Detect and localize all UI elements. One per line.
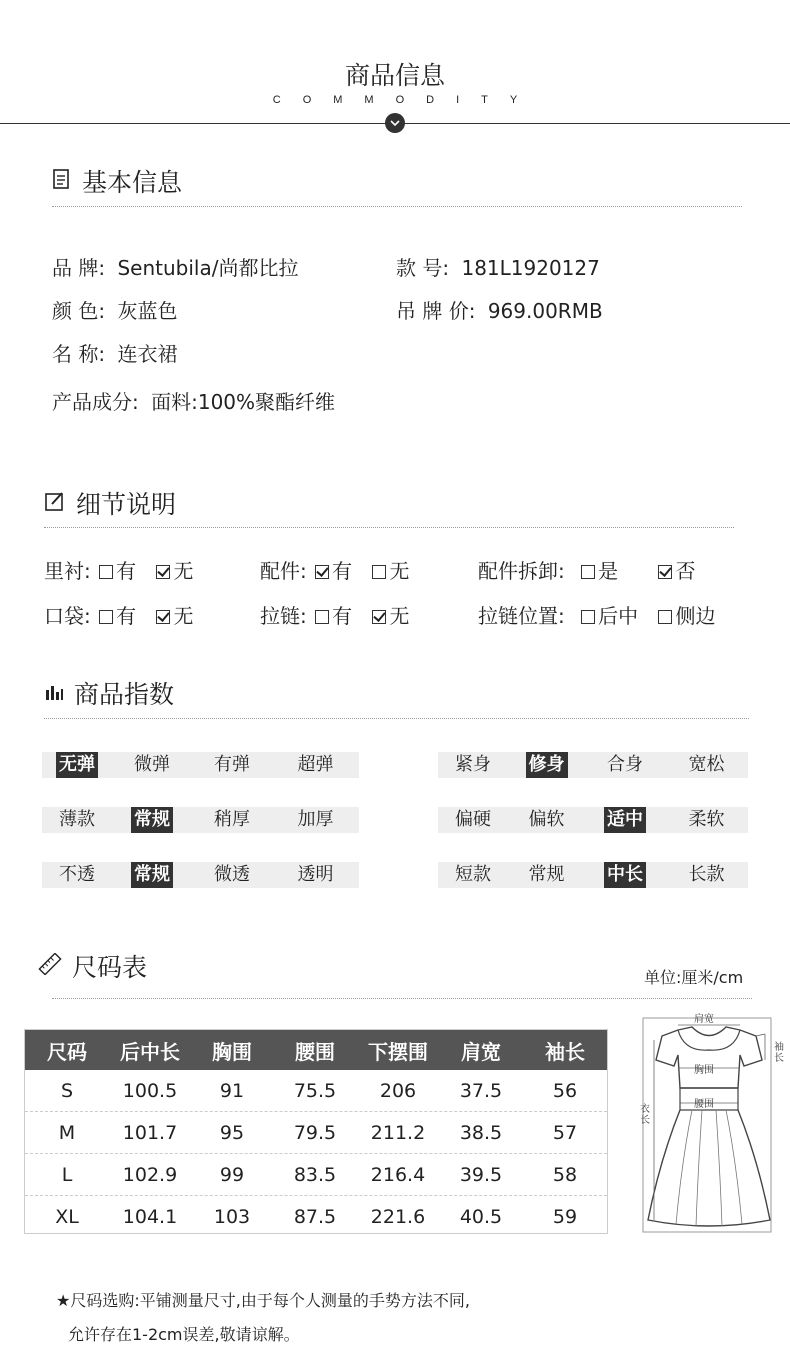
option-label: 无 [173,604,194,628]
index-option-selected[interactable]: 无弹 [56,752,98,778]
lining-option [44,555,193,584]
dress-diagram [640,1010,788,1234]
column-header: 袖长 [545,1039,585,1064]
index-cell-wrapper [665,862,748,888]
price-row [396,295,603,324]
index-title: 商品指数 [74,680,175,709]
color-value: 灰蓝色 [117,299,178,323]
ruler-icon [38,952,62,981]
table-cell: 75.5 [293,1079,337,1102]
table-cell: XL [55,1205,79,1228]
column-header: 胸围 [212,1039,252,1064]
style-value: 181L1920127 [461,256,600,280]
index-option[interactable]: 加厚 [297,809,334,830]
table-cell: 79.5 [293,1121,337,1144]
table-cell: 104.1 [122,1205,178,1228]
style-row [396,252,600,281]
table-row [25,1195,607,1237]
brand-row [52,252,298,281]
index-cell-wrapper [42,752,112,778]
table-cell: 211.2 [370,1121,426,1144]
color-label: 颜 色: [52,299,106,323]
index-option[interactable]: 微弹 [134,754,170,775]
chest-label: 胸围 [694,1065,714,1076]
table-cell: 37.5 [459,1079,503,1102]
index-option[interactable]: 柔软 [688,809,725,830]
checkbox-checked[interactable] [372,610,386,624]
index-heading [44,675,174,711]
table-cell: 101.7 [122,1121,178,1144]
index-cell-wrapper [272,752,359,778]
detach-option [478,555,695,584]
index-cell-wrapper [508,807,585,833]
table-cell: 59 [552,1205,578,1228]
checkbox-checked[interactable] [658,565,672,579]
index-option[interactable]: 长款 [688,864,725,885]
zipper-position-option [478,600,715,629]
waist-label: 腰围 [694,1099,714,1110]
index-cell-wrapper [192,807,272,833]
parts-label: 配件: [260,559,307,583]
checkbox-unchecked[interactable] [581,610,595,624]
checkbox-unchecked[interactable] [315,610,329,624]
table-cell: 221.6 [370,1205,426,1228]
table-cell: 100.5 [122,1079,178,1102]
index-cell-wrapper [585,752,665,778]
table-cell: 91 [219,1079,245,1102]
table-cell: 95 [219,1121,245,1144]
lining-label: 里衬: [44,559,91,583]
option-label: 是 [598,559,619,583]
index-option[interactable]: 超弹 [297,754,334,775]
checkbox-unchecked[interactable] [581,565,595,579]
index-option-selected[interactable]: 中长 [604,862,646,888]
index-option[interactable]: 透明 [297,864,334,885]
material-value: 面料:100%聚酯纤维 [151,390,336,414]
size-table [24,1029,608,1234]
index-option[interactable]: 不透 [59,864,95,885]
color-row [52,295,177,324]
index-cell-wrapper [438,807,508,833]
dotted-divider [52,998,752,999]
index-cell-wrapper [112,862,192,888]
table-cell: M [58,1121,76,1144]
style-label: 款 号: [396,256,450,280]
bar-chart-icon [44,679,64,708]
document-icon [52,167,72,196]
parts-option [260,555,409,584]
brand-label: 品 牌: [52,256,106,280]
table-cell: 40.5 [459,1205,503,1228]
dotted-divider [44,718,749,719]
index-bar-right [438,752,748,778]
details-title: 细节说明 [76,490,177,519]
index-option-selected[interactable]: 常规 [131,862,173,888]
page-subtitle: COMMODITY [272,94,540,106]
index-option-selected[interactable]: 修身 [526,752,568,778]
table-cell: 87.5 [293,1205,337,1228]
table-cell: S [60,1079,74,1102]
index-cell-wrapper [665,752,748,778]
size-heading [38,948,147,984]
size-unit: 单位:厘米/cm [644,968,744,987]
column-header: 肩宽 [461,1039,501,1064]
index-cell-wrapper [438,752,508,778]
index-cell-wrapper [585,807,665,833]
checkbox-unchecked[interactable] [658,610,672,624]
page-title: 商品信息 [344,61,445,90]
option-label: 侧边 [675,604,716,628]
index-cell-wrapper [438,862,508,888]
zipper-position-label: 拉链位置: [478,604,565,628]
edit-icon [44,489,66,518]
index-cell-wrapper [272,862,359,888]
index-cell-wrapper [42,807,112,833]
option-label: 无 [389,604,410,628]
dotted-divider [44,527,734,528]
detach-label: 配件拆卸: [478,559,565,583]
index-cell-wrapper [585,862,665,888]
shoulder-label: 肩宽 [694,1014,714,1025]
table-cell: 206 [379,1079,417,1102]
option-label: 后中 [598,604,639,628]
option-label: 无 [173,559,194,583]
zipper-label: 拉链: [260,604,307,628]
option-label: 有 [332,559,353,583]
option-label: 无 [389,559,410,583]
table-cell: 39.5 [459,1163,503,1186]
index-option[interactable]: 偏软 [528,809,565,830]
index-option[interactable]: 薄款 [59,809,95,830]
table-cell: 57 [552,1121,578,1144]
index-option[interactable]: 合身 [607,754,643,775]
size-note-line1: ★尺码选购:平铺测量尺寸,由于每个人测量的手势方法不同, [56,1291,470,1310]
index-option[interactable]: 有弹 [214,754,250,775]
index-cell-wrapper [112,807,192,833]
index-cell-wrapper [42,862,112,888]
price-value: 969.00RMB [487,299,603,323]
table-cell: 56 [552,1079,578,1102]
pocket-option [44,600,193,629]
option-label: 有 [116,559,137,583]
index-cell-wrapper [272,807,359,833]
index-cell-wrapper [665,807,748,833]
index-option[interactable]: 微透 [214,864,250,885]
column-header: 腰围 [295,1039,335,1064]
material-row [52,386,335,415]
pocket-label: 口袋: [44,604,91,628]
table-cell: L [61,1163,73,1186]
index-cell-wrapper [192,862,272,888]
name-row [52,338,177,367]
chevron-down-icon [385,113,405,133]
sleeve-label: 袖长 [774,1042,784,1064]
material-label: 产品成分: [52,390,139,414]
index-option-selected[interactable]: 适中 [604,807,646,833]
index-bar-left [42,752,359,778]
checkbox-unchecked[interactable] [99,565,113,579]
name-label: 名 称: [52,342,106,366]
brand-value: Sentubila/尚都比拉 [117,256,299,280]
dotted-divider [52,206,742,207]
option-label: 否 [675,559,696,583]
price-label: 吊 牌 价: [396,299,476,323]
index-bar-left [42,862,359,888]
column-header: 下摆围 [368,1039,428,1064]
table-cell: 83.5 [293,1163,337,1186]
checkbox-unchecked[interactable] [99,610,113,624]
index-option[interactable]: 偏硬 [455,809,491,830]
table-cell: 38.5 [459,1121,503,1144]
size-note-line2: 允许存在1-2cm误差,敬请谅解。 [68,1325,300,1344]
table-cell: 99 [219,1163,245,1186]
index-option[interactable]: 短款 [455,864,491,885]
table-cell: 216.4 [370,1163,426,1186]
option-label: 有 [332,604,353,628]
index-option[interactable]: 常规 [528,864,565,885]
name-value: 连衣裙 [117,342,178,366]
table-row [25,1111,607,1153]
table-cell: 103 [213,1205,251,1228]
table-row [25,1070,607,1111]
length-label: 衣长 [640,1104,650,1126]
option-label: 有 [116,604,137,628]
table-cell: 102.9 [122,1163,178,1186]
details-heading [44,485,176,521]
checkbox-checked[interactable] [156,565,170,579]
basic-info-heading [52,163,182,199]
size-title: 尺码表 [72,953,148,982]
index-bar-left [42,807,359,833]
index-bar-right [438,807,748,833]
checkbox-unchecked[interactable] [372,565,386,579]
table-row [25,1153,607,1195]
table-header [25,1030,607,1070]
table-cell: 58 [552,1163,578,1186]
index-option[interactable]: 稍厚 [214,809,250,830]
zipper-option [260,600,409,629]
index-option[interactable]: 宽松 [688,754,725,775]
checkbox-checked[interactable] [315,565,329,579]
basic-info-title: 基本信息 [82,168,183,197]
column-header: 后中长 [120,1039,180,1064]
column-header: 尺码 [47,1039,87,1064]
index-option-selected[interactable]: 常规 [131,807,173,833]
index-option[interactable]: 紧身 [455,754,491,775]
index-cell-wrapper [112,752,192,778]
index-cell-wrapper [192,752,272,778]
index-bar-right [438,862,748,888]
checkbox-checked[interactable] [156,610,170,624]
index-cell-wrapper [508,752,585,778]
index-cell-wrapper [508,862,585,888]
